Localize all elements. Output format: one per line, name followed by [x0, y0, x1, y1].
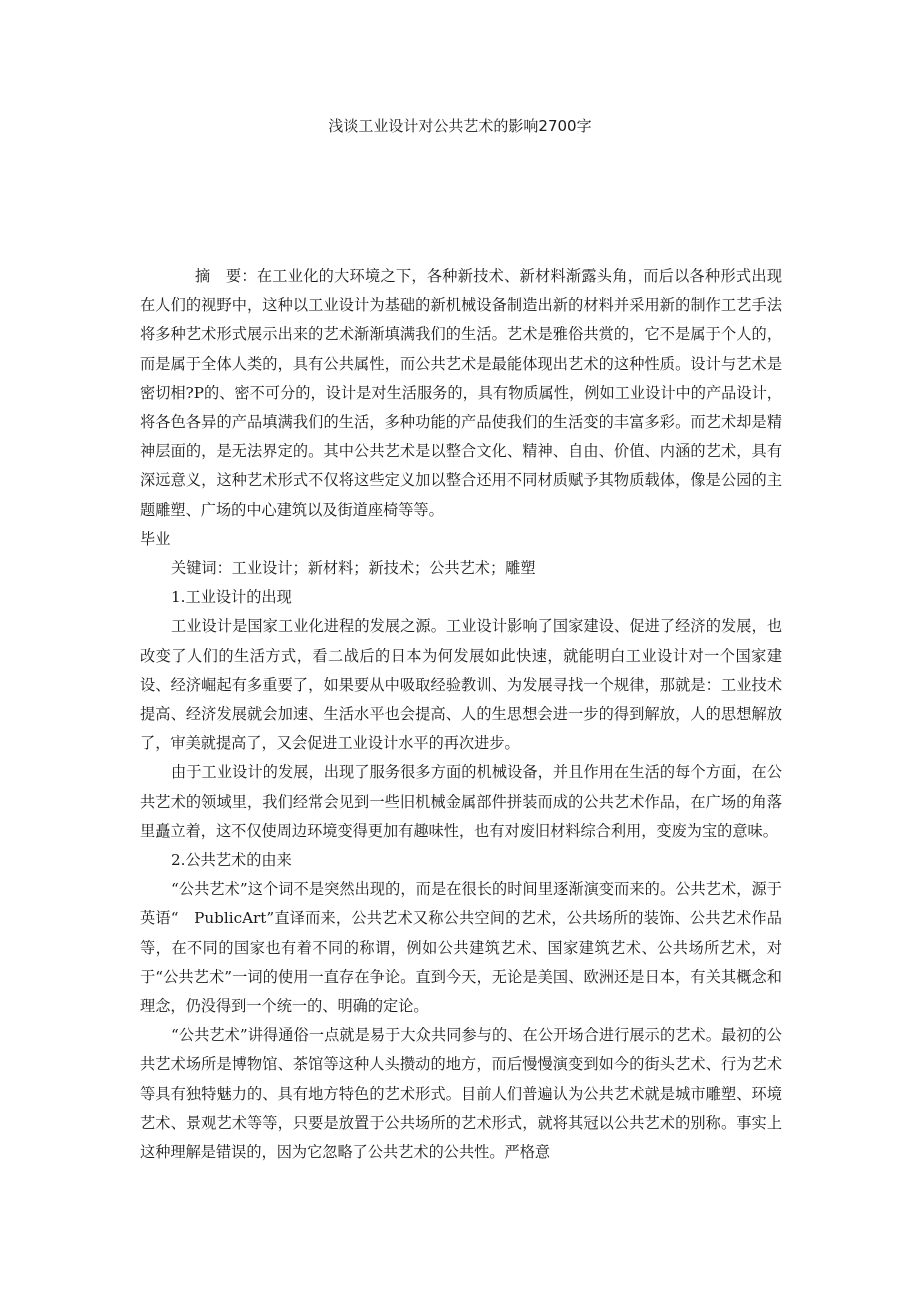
section-2-paragraph-1: “公共艺术”这个词不是突然出现的，而是在很长的时间里逐渐演变而来的。公共艺术，源于英语“ PublicArt”直译而来，公共艺术又称公共空间的艺术，公共场所的装饰、公共艺术作品等，在不同的国家也有着不同的称谓，例如公共建筑艺术、国家建筑艺术、公共场所艺术，对于“公共艺术”一词的使用一直存在争论。直到今天，无论是美国、欧洲还是日本，有关其概念和理念，仍没得到一个统一的、明确的定论。	[140, 880, 782, 1016]
stray-word: 毕业	[140, 529, 171, 548]
section-2-paragraph-2: “公共艺术”讲得通俗一点就是易于大众共同参与的、在公开场合进行展示的艺术。最初的公共艺术场所是博物馆、茶馆等这种人头攒动的地方，而后慢慢演变到如今的街头艺术、行为艺术等具有独特魅力的、具有地方特色的艺术形式。目前人们普遍认为公共艺术就是城市雕塑、环境艺术、景观艺术等等，只要是放置于公共场所的艺术形式，就将其冠以公共艺术的别称。事实上这种理解是错误的，因为它忽略了公共艺术的公共性。严格意	[140, 1026, 782, 1162]
abstract-text: 在工业化的大环境之下，各种新技术、新材料渐露头角，而后以各种形式出现在人们的视野中，这种以工业设计为基础的新机械设备制造出新的材料并采用新的制作工艺手法将多种艺术形式展示出来的艺术渐渐填满我们的生活。艺术是雅俗共赏的，它不是属于个人的，而是属于全体人类的，具有公共属性，而公共艺术是最能体现出艺术的这种性质。设计与艺术是密切相?P的、密不可分的，设计是对生活服务的，具有物质属性，例如工业设计中的产品设计，将各色各异的产品填满我们的生活，多种功能的产品使我们的生活变的丰富多彩。而艺术却是精神层面的，是无法界定的。其中公共艺术是以整合文化、精神、自由、价值、内涵的艺术，具有深远意义，这种艺术形式不仅将这些定义加以整合还用不同材质赋予其物质载体，像是公园的主题雕塑、广场的中心建筑以及街道座椅等等。	[140, 267, 783, 519]
section-2-heading: 2.公共艺术的由来	[171, 851, 292, 870]
abstract-label: 摘 要：	[195, 267, 257, 285]
abstract-paragraph	[140, 262, 782, 525]
document-body	[140, 262, 782, 1167]
section-1-paragraph-1: 工业设计是国家工业化进程的发展之源。工业设计影响了国家建设、促进了经济的发展，也改变了人们的生活方式，看二战后的日本为何发展如此快速，就能明白工业设计对一个国家建设、经济崛起有多重要了，如果要从中吸取经验教训、为发展寻找一个规律，那就是：工业技术提高、经济发展就会加速、生活水平也会提高、人的生思想会进一步的得到解放，人的思想解放了，审美就提高了，又会促进工业设计水平的再次进步。	[140, 617, 782, 753]
section-1-heading: 1.工业设计的出现	[171, 588, 292, 607]
section-1-paragraph-2: 由于工业设计的发展，出现了服务很多方面的机械设备，并且作用在生活的每个方面，在公共艺术的领域里，我们经常会见到一些旧机械金属部件拼装而成的公共艺术作品，在广场的角落里矗立着，这不仅使周边环境变得更加有趣味性，也有对废旧材料综合利用，变废为宝的意味。	[140, 763, 782, 840]
document-title: 浅谈工业设计对公共艺术的影响2700字	[328, 117, 592, 135]
keywords-line: 关键词：工业设计；新材料；新技术；公共艺术；雕塑	[171, 559, 536, 578]
